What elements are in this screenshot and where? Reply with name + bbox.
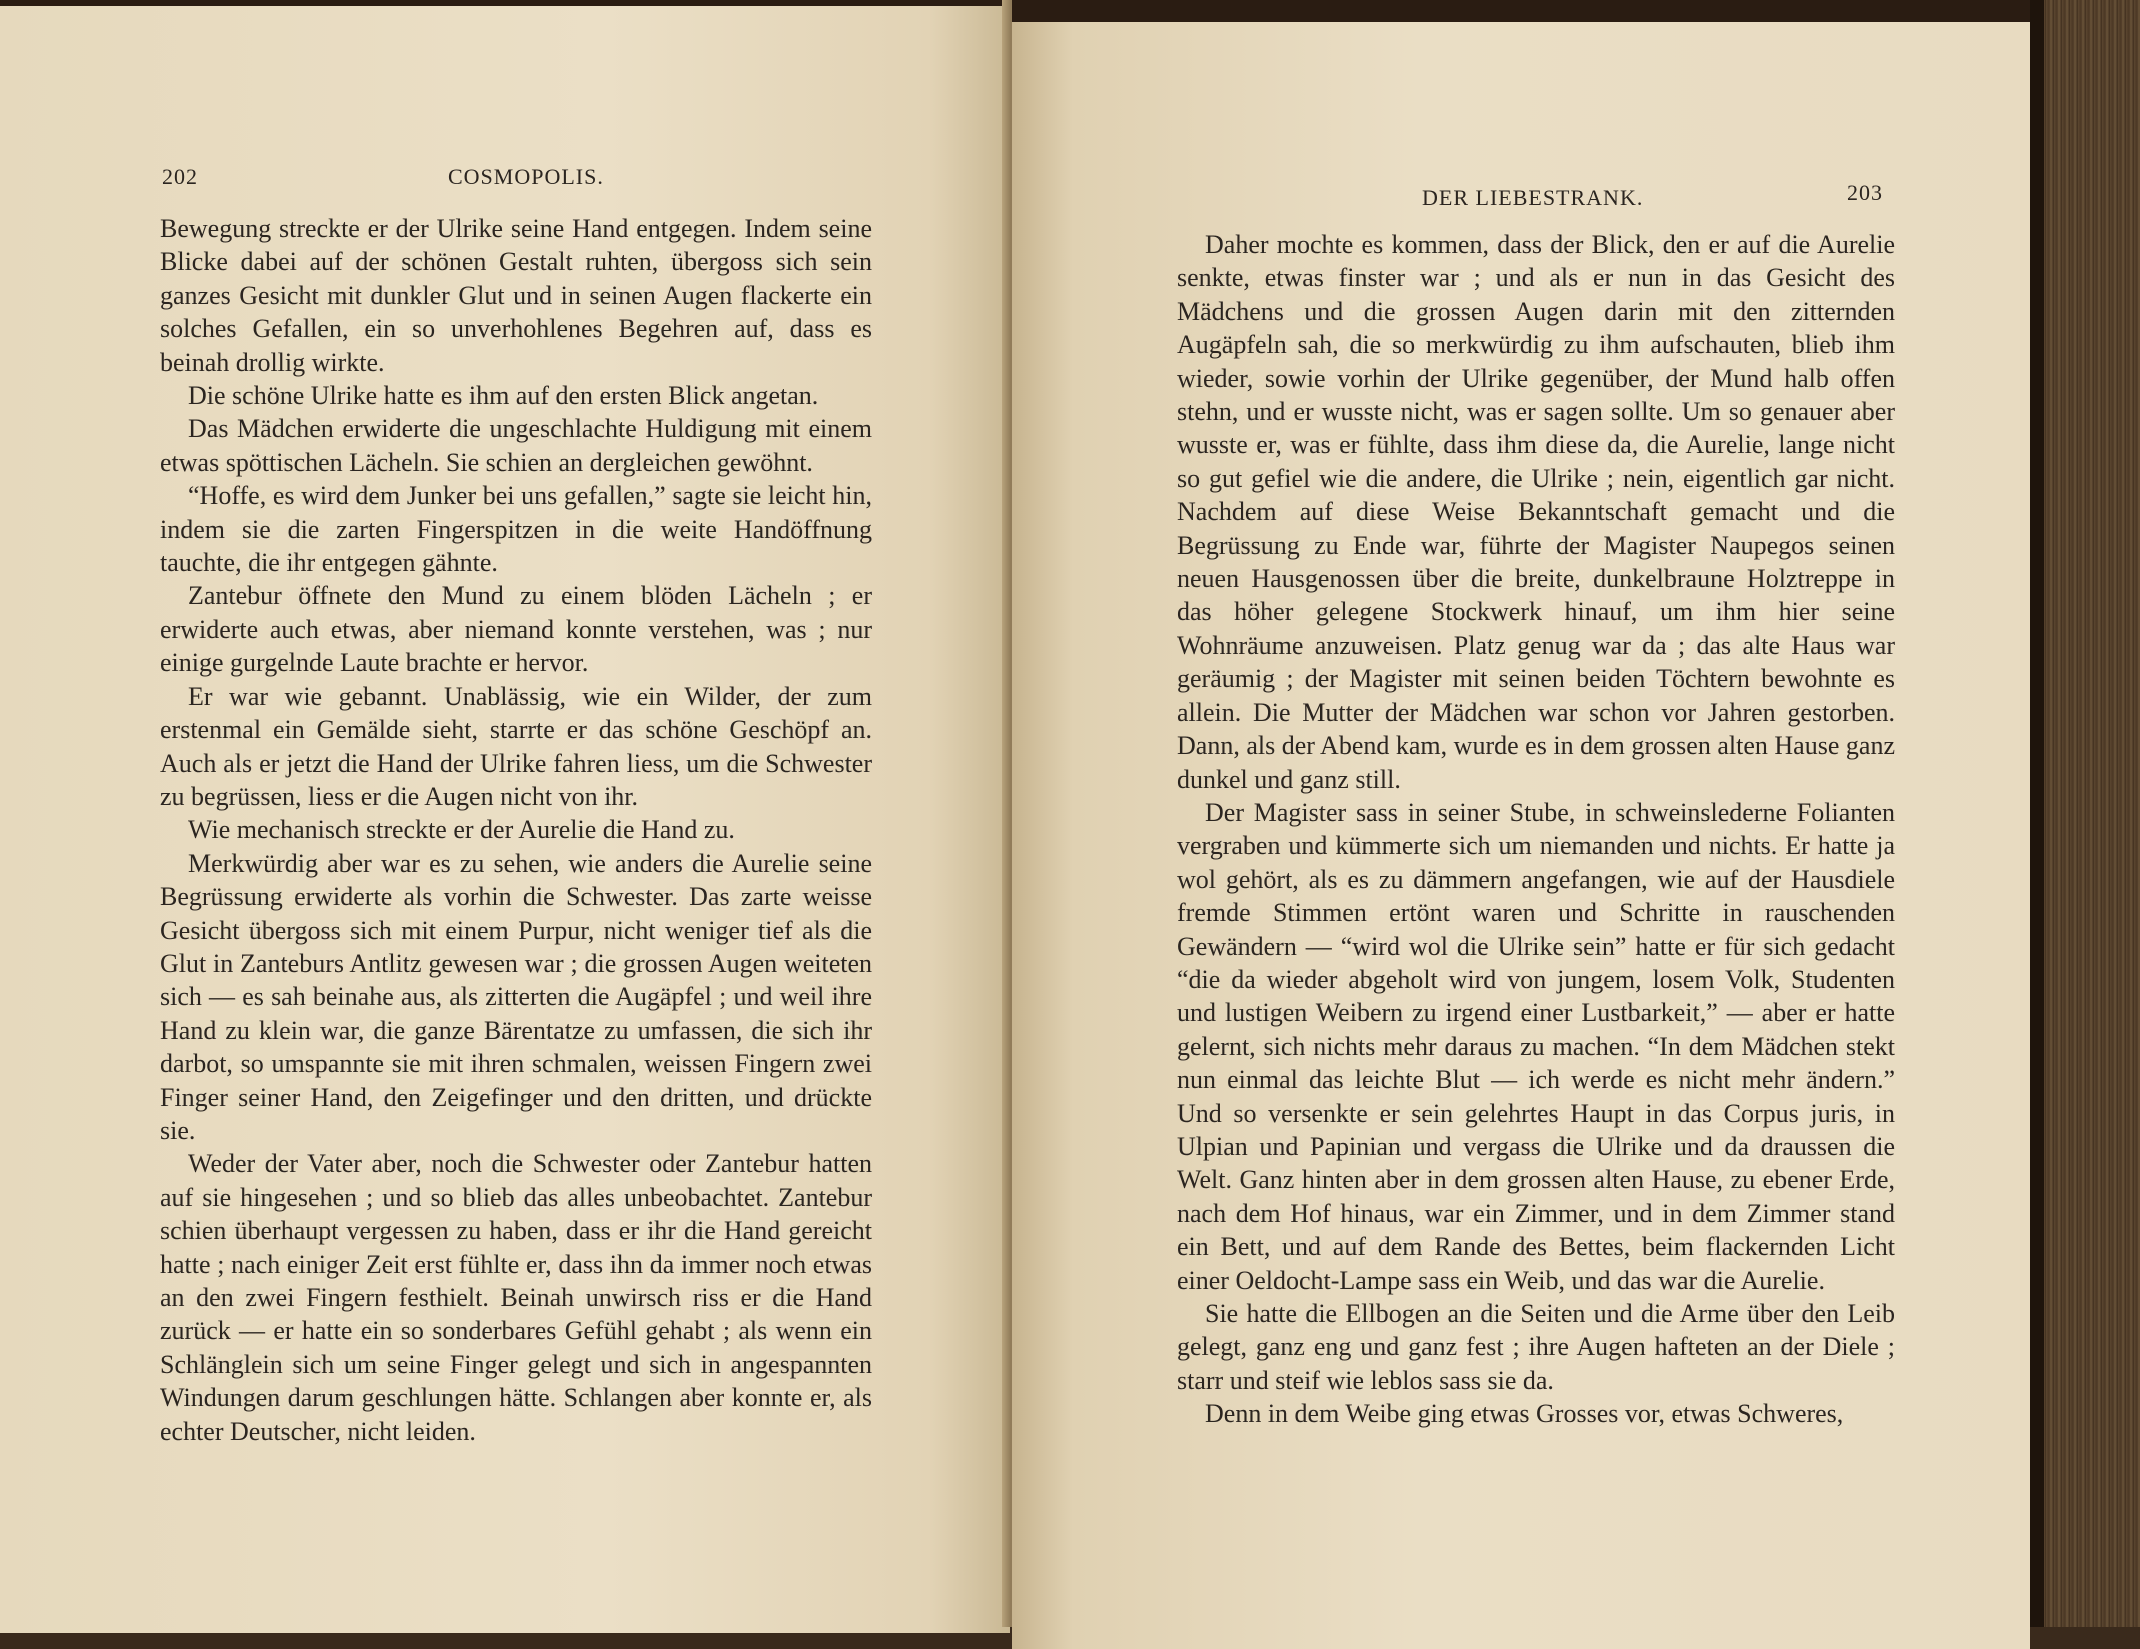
paragraph: Das Mädchen erwiderte die ungeschlachte Huldigung mit einem etwas spöttischen Lächeln. Sie schien an dergleichen gewöhnt.: [160, 414, 872, 477]
running-head: DER LIEBESTRANK.: [1422, 185, 1644, 210]
page-number: 203: [1847, 180, 1883, 205]
paragraph: Weder der Vater aber, noch die Schwester oder Zantebur hatten auf sie hingesehen ; und so blieb das alles unbeobachtet. Zantebur schien überhaupt vergessen zu haben, dass er ihr die Hand gereicht hatte ; nach einiger Zeit erst fühlte er, dass ihn da immer noch etwas an den zwei Fingern festhielt. Beinah unwirsch riss er die Hand zurück — er hatte ein so sonderbares Gefühl gehabt ; als wenn ein Schlänglein sich um seine Finger gelegt und sich in angespannten Windungen darum geschlungen hätte. Schlangen aber konnte er, als echter Deutscher, nicht leiden.: [160, 1149, 872, 1446]
right-page: [1012, 0, 2030, 1649]
paragraph: Daher mochte es kommen, dass der Blick, den er auf die Aurelie senkte, etwas finster war ; und als er nun in das Gesicht des Mädchens und die grossen Augen darin mit den zitternden Augäpfeln sah, die so merkwürdig zu ihm aufschauten, blieb ihm wieder, sowie vorhin der Ulrike gegenüber, der Mund halb offen stehn, und er wusste nicht, was er sagen sollte. Um so genauer aber wusste er, was er fühlte, dass ihm diese da, die Aurelie, lange nicht so gut gefiel wie die andere, die Ulrike ; nein, eigentlich gar nicht. Nachdem auf diese Weise Bekanntschaft gemacht und die Begrüssung zu Ende war, führte der Magister Naupegos seinen neuen Hausgenossen über die breite, dunkelbraune Holztreppe in das höher gelegene Stockwerk hinauf, um ihm hier seine Wohnräume anzuweisen. Platz genug war da ; das alte Haus war geräumig ; der Magister mit seinen beiden Töchtern bewohnte es allein. Die Mutter der Mädchen war schon vor Jahren gestorben. Dann, als der Abend kam, wurde es in dem grossen alten Hause ganz dunkel und ganz still.: [1177, 230, 1895, 794]
page-edges: [2030, 0, 2140, 1627]
paragraph: Bewegung streckte er der Ulrike seine Hand entgegen. Indem seine Blicke dabei auf der schönen Gestalt ruhten, übergoss sich sein ganzes Gesicht mit dunkler Glut und in seinen Augen flackerte ein solches Gefallen, ein so unverhohlenes Begehren auf, dass es beinah drollig wirkte.: [160, 214, 872, 377]
paragraph: Die schöne Ulrike hatte es ihm auf den ersten Blick angetan.: [188, 381, 819, 411]
paragraph: “Hoffe, es wird dem Junker bei uns gefallen,” sagte sie leicht hin, indem sie die zarten Fingerspitzen in die weite Handöffnung tauchte, die ihr entgegen gähnte.: [160, 481, 872, 578]
left-page: [0, 0, 1010, 1633]
paragraph: Der Magister sass in seiner Stube, in schweinslederne Folianten vergraben und kümmerte sich um niemanden und nichts. Er hatte ja wol gehört, als es zu dämmern angefangen, wie auf der Hausdiele fremde Stimmen ertönt waren und Schritte in rauschenden Gewändern — “wird wol die Ulrike sein” hatte er für sich gedacht “die da wieder abgeholt wird von jungem, losem Volk, Studenten und lustigen Weibern zu irgend einer Lustbarkeit,” — aber er hatte gelernt, sich nichts mehr daraus zu machen. “In dem Mädchen stekt nun einmal das leichte Blut — ich werde es nicht mehr ändern.” Und so versenkte er sein gelehrtes Haupt in das Corpus juris, in Ulpian und Papinian und vergass die Ulrike und da draussen die Welt. Ganz hinten aber in dem grossen alten Hause, zu ebener Erde, nach dem Hof hinaus, war ein Zimmer, und in dem Zimmer stand ein Bett, und auf dem Rande des Bettes, beim flackernden Licht einer Oeldocht-Lampe sass ein Weib, und das war die Aurelie.: [1177, 797, 1895, 1295]
paragraph: Zantebur öffnete den Mund zu einem blöden Lächeln ; er erwiderte auch etwas, aber niemand konnte verstehen, was ; nur einige gurgelnde Laute brachte er hervor.: [160, 581, 872, 678]
page-number: 202: [162, 164, 198, 189]
paragraph: Sie hatte die Ellbogen an die Seiten und die Arme über den Leib gelegt, ganz eng und ganz fest ; ihre Augen hafteten an der Diele ; starr und steif wie leblos sass sie da.: [1177, 1299, 1895, 1395]
page-body: [1177, 228, 1895, 1431]
paragraph: Merkwürdig aber war es zu sehen, wie anders die Aurelie seine Begrüssung erwiderte als vorhin die Schwester. Das zarte weisse Gesicht übergoss sich mit einem Purpur, nicht weniger tief als die Glut in Zanteburs Antlitz gewesen war ; die grossen Augen weiteten sich — es sah beinahe aus, als zitterten die Augäpfel ; und weil ihre Hand zu klein war, die ganze Bärentatze zu umfassen, die sich ihr darbot, so umspannte sie mit ihren schmalen, weissen Fingern zwei Finger seiner Hand, den Zeigefinger und den dritten, und drückte sie.: [160, 848, 872, 1145]
paragraph: Wie mechanisch streckte er der Aurelie die Hand zu.: [188, 815, 735, 845]
page-body: [160, 212, 872, 1448]
paragraph: Denn in dem Weibe ging etwas Grosses vor, etwas Schweres,: [1205, 1399, 1844, 1429]
running-head: COSMOPOLIS.: [448, 164, 604, 189]
paragraph: Er war wie gebannt. Unablässig, wie ein Wilder, der zum erstenmal ein Gemälde sieht, starrte er das schöne Geschöpf an. Auch als er jetzt die Hand der Ulrike fahren liess, um die Schwester zu begrüssen, liess er die Augen nicht von ihr.: [160, 681, 872, 811]
